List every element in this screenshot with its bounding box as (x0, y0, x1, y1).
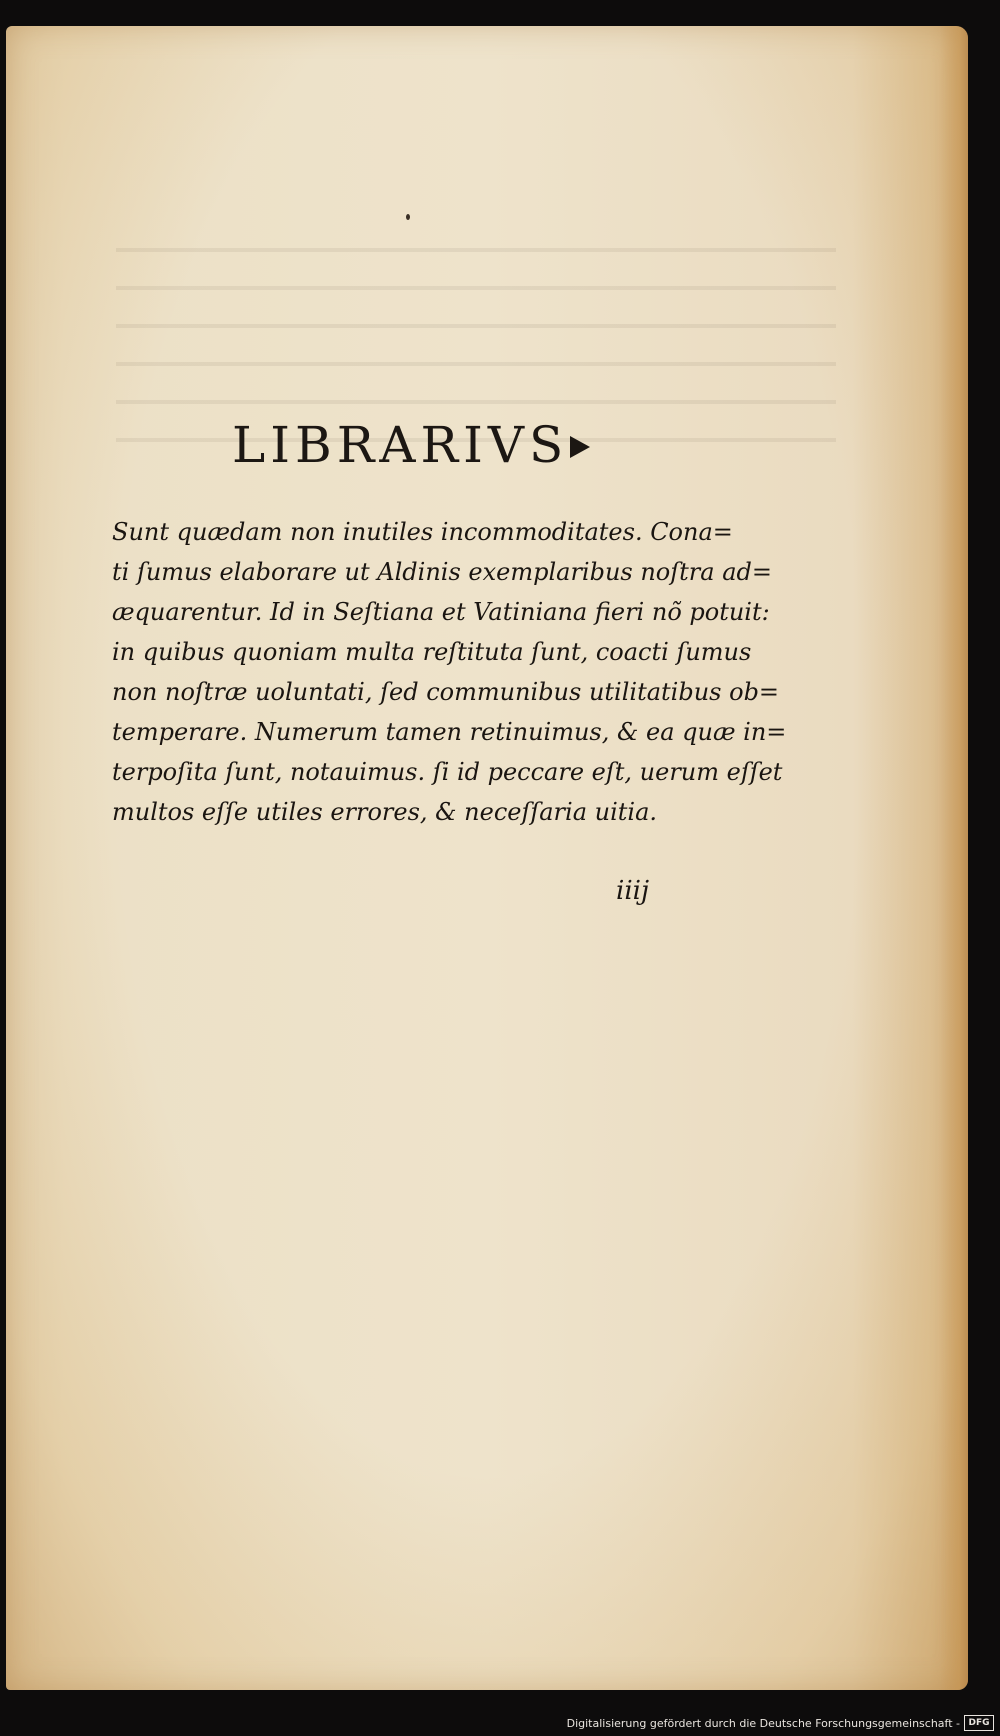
heading-text: LIBRARIVS (232, 416, 569, 474)
body-paragraph (112, 512, 787, 832)
page-edge-shading (940, 26, 968, 1690)
body-line-3: æquarentur. Id in Seſtiana et Vatiniana fieri nõ potuit: (112, 598, 770, 626)
book-page (6, 26, 968, 1690)
body-line-1: Sunt quædam non inutiles incommoditates. Cona= (112, 518, 733, 546)
body-line-6: temperare. Numerum tamen retinuimus, & ea quæ in= (112, 718, 787, 746)
dfg-logo-icon: DFG (964, 1715, 994, 1731)
body-line-8: multos eſſe utiles errores, & neceſſaria uitia. (112, 798, 658, 826)
page-heading (232, 416, 590, 474)
body-line-7: terpoſita ſunt, notauimus. ſi id peccare eſt, uerum eſſet (112, 758, 783, 786)
ink-speck (406, 214, 410, 220)
body-line-4: in quibus quoniam multa reſtituta ſunt, coacti ſumus (112, 638, 752, 666)
signature-mark: iiij (616, 876, 650, 906)
footer-bar (0, 1710, 1000, 1736)
body-line-2: ti ſumus elaborare ut Aldinis exemplaribus noſtra ad= (112, 558, 772, 586)
digitization-credit: Digitalisierung gefördert durch die Deutsche Forschungsgemeinschaft - (566, 1717, 960, 1730)
bleed-through-text (116, 226, 836, 446)
body-line-5: non noſtræ uoluntati, ſed communibus utilitatibus ob= (112, 678, 780, 706)
heading-arrow-icon (570, 436, 590, 458)
